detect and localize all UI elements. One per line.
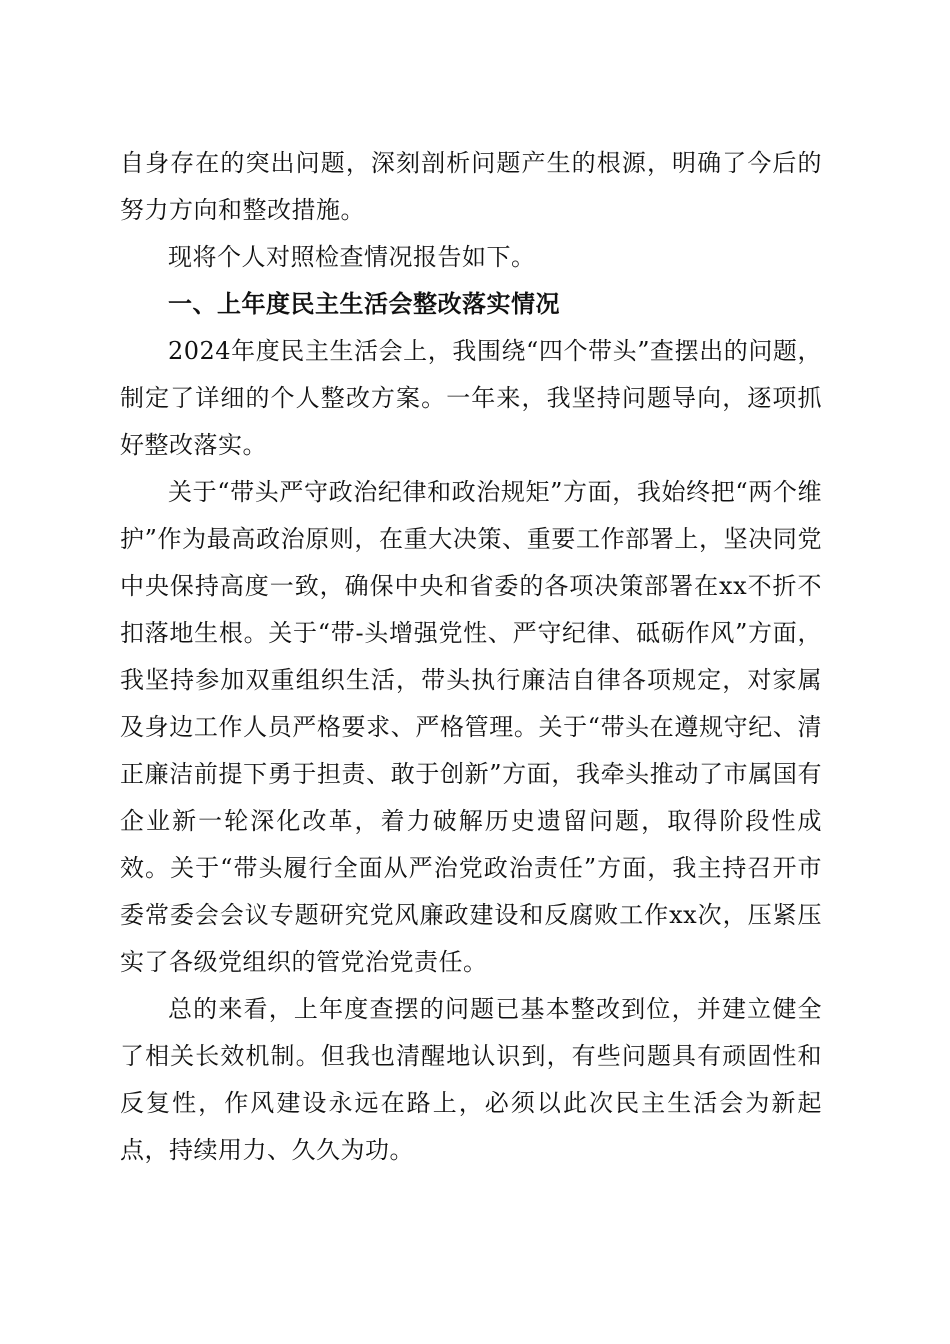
section-heading-1: 一、上年度民主生活会整改落实情况 (168, 290, 560, 318)
paragraph-report-intro: 现将个人对照检查情况报告如下。 (168, 243, 536, 271)
paragraph-four-leads-detail: 关于“带头严守政治纪律和政治规矩”方面，我始终把“两个维护”作为最高政治原则，在重大决策、重要工作部署上，坚决同党中央保持高度一致，确保中央和省委的各项决策部署在xx不折不扣落地生根。关于“带-头增强党性、严守纪律、砥砺作风”方面，我坚持参加双重组织生活，带头执行廉洁自律各项规定，对家属及身边工作人员严格要求、严格管理。关于“带头在遵规守纪、清正廉洁前提下勇于担责、敢于创新”方面，我牵头推动了市属国有企业新一轮深化改革，着力破解历史遗留问题，取得阶段性成效。关于“带头履行全面从严治党政治责任”方面，我主持召开市委常委会会议专题研究党风廉政建设和反腐败工作xx次，压紧压实了各级党组织的管党治党责任。 (120, 478, 822, 976)
paragraph-rectification-summary: 2024年度民主生活会上，我围绕“四个带头”查摆出的问题，制定了详细的个人整改方案。一年来，我坚持问题导向，逐项抓好整改落实。 (120, 337, 822, 459)
document-body (120, 140, 822, 1174)
paragraph-overall-conclusion: 总的来看，上年度查摆的问题已基本整改到位，并建立健全了相关长效机制。但我也清醒地认识到，有些问题具有顽固性和反复性，作风建设永远在路上，必须以此次民主生活会为新起点，持续用力、久久为功。 (120, 995, 822, 1164)
paragraph-continuation: 自身存在的突出问题，深刻剖析问题产生的根源，明确了今后的努力方向和整改措施。 (120, 149, 822, 224)
